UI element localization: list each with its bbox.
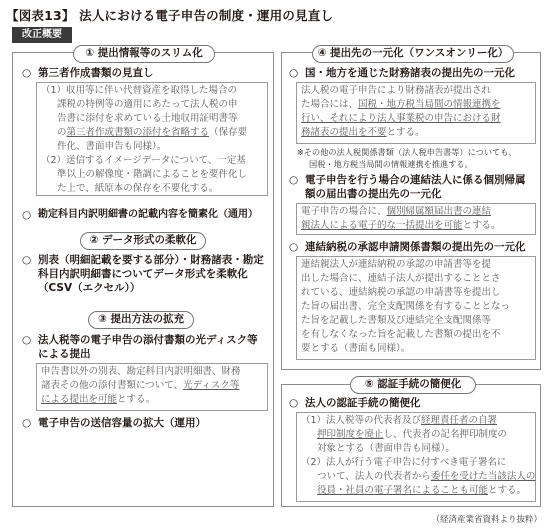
s1-item-2 (22, 208, 272, 222)
bullet-icon: ○ (289, 397, 299, 409)
source-note: （経済産業省資料より抜粋） (431, 515, 542, 525)
bullet-icon: ○ (289, 241, 299, 253)
bullet-icon: ○ (22, 334, 32, 346)
section-4-heading: ④ 提出先の一元化（ワンスオンリー化） (312, 45, 514, 63)
s4-item-3-label: 連結納税の承認申請関係書類の提出先の一元化 (305, 241, 526, 253)
s3-item-2 (22, 416, 272, 430)
s3-item-2-label: 電子申告の送信容量の拡大（運用） (38, 417, 206, 429)
s4-note: ※その他の法人税関係書類（法人税申告書等）についても、 国税・地方税当局間の情報連携を推進する。 (297, 147, 517, 169)
section-2-heading: ② データ形式の柔軟化 (80, 232, 206, 250)
s3-detail-box: 申告書以外の別表、勘定科目内訳明細書、財務 諸表その他の添付書類について、光ディスク等 による提出を可能とする。 (36, 363, 268, 411)
bullet-icon: ○ (289, 67, 299, 79)
s1-item-1 (22, 66, 268, 80)
s5-item-1-label: 法人の認証手続の簡便化 (305, 397, 421, 409)
bullet-icon: ○ (22, 417, 32, 429)
s5-detail-box: （1）法人税等の代表者及び経理責任者の自署 押印制度を廃止し、代表者の記名押印制度の 対象とする（書面申告も同様）。 （2）法人が行う電子申告に付すべき電子署名に ついて、法人の代表者から委任を受けた当該法人の 役員・社員の電子署名によることも可能とする。 (296, 412, 536, 502)
bullet-icon: ○ (22, 209, 32, 221)
s4-detail-box-3: 連結親法人が連結納税の承認の申請書等を提 出した場合に、連結子法人が提出することとさ れている、連結納税の承認の申請書等を提出し た旨の届出書、完全支配関係を有することとなっ た旨を記載した書類及び連結完全支配関係等 を有しなくなった旨を記載した書類の提出を不 要とする（書面も同様）。 (296, 256, 536, 360)
section-1-heading: ① 提出情報等のスリム化 (73, 45, 215, 63)
s1-detail-box: （1）収用等に伴い代替資産を取得した場合の 課税の特例等の適用にあたって法人税の申 告書に添付を求めている土地収用証明書等 の第三者作成書類の添付を省略する（保存要 件化、書面申告も同様）。 （2）送信するイメージデータについて、一定基 準以上の解像度・階調によることを要件化し た上で、紙原本の保存を不要化する。 (36, 82, 268, 196)
s5-item-1 (289, 396, 539, 410)
s1-item-2-label: 勘定科目内訳明細書の記載内容を簡素化（通用） (38, 209, 258, 220)
section-5-heading: ⑤ 認証手続の簡便化 (350, 376, 476, 394)
bullet-icon: ○ (289, 174, 299, 186)
s2-item-1: ○ 別表（明細記載を要する部分）・財務諸表・勘定 科目内訳明細書についてデータ形式を柔軟化 （CSV（エクセル）） (22, 254, 264, 294)
s4-item-1-label: 国・地方を通じた財務諸表の提出先の一元化 (305, 67, 515, 79)
s4-detail-box-2: 電子申告の場合に、個別帰属額届出書の連結 親法人による電子的な一括提出を可能とする。 (296, 203, 536, 235)
section-3-heading: ③ 提出方法の拡充 (88, 311, 194, 329)
s3-item-1: ○ 法人税等の電子申告の添付書類の光ディスク等 による提出 (22, 334, 258, 360)
section-tag: 改正概要 (12, 27, 72, 43)
figure-title: 【図表13】 法人における電子申告の制度・運用の見直し (6, 8, 334, 23)
s4-detail-box-1: 法人税の電子申告により財務諸表が提出され た場合には、国税・地方税当局間の情報連携を 行い、それにより法人事業税の申告における財 務諸表の提出を不要とする。 (296, 82, 536, 144)
s4-item-1 (289, 66, 539, 80)
bullet-icon: ○ (22, 67, 32, 79)
s1-item-1-label: 第三者作成書類の見直し (38, 67, 154, 79)
s4-item-2: ○ 電子申告を行う場合の連結法人に係る個別帰属 額の届出書の提出先の一元化 (289, 174, 526, 200)
bullet-icon: ○ (22, 254, 32, 266)
s4-item-3 (289, 240, 539, 254)
